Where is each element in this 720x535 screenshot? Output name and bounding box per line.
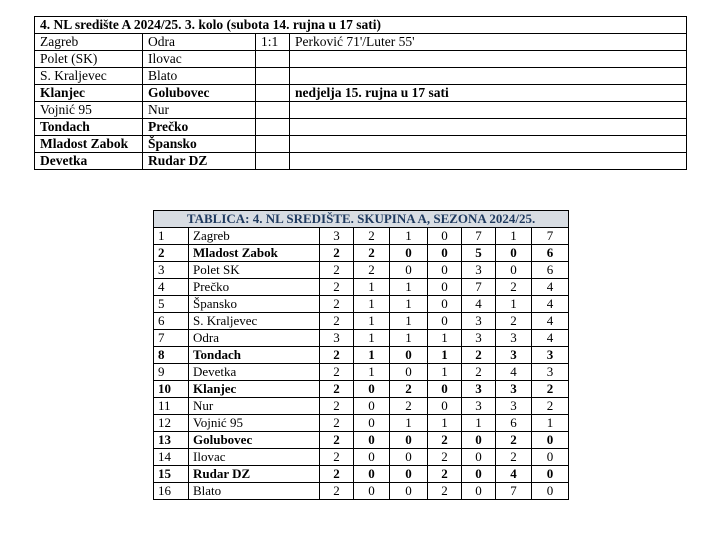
standings-row [154,415,569,432]
standing-played: 2 [320,364,354,381]
standing-goals-against: 1 [496,228,532,245]
standing-points: 0 [532,432,569,449]
standing-goals-for: 3 [462,381,496,398]
fixture-home-team: S. Kraljevec [35,68,143,85]
standing-wins: 2 [354,245,390,262]
standing-points: 3 [532,347,569,364]
standing-played: 2 [320,313,354,330]
standing-losses: 1 [428,415,462,432]
standing-goals-against: 2 [496,449,532,466]
standing-points: 4 [532,279,569,296]
standing-goals-against: 4 [496,466,532,483]
standing-team: Nur [189,398,320,415]
standings-row [154,381,569,398]
fixture-score: 1:1 [256,34,290,51]
fixture-note [290,136,687,153]
standing-wins: 0 [354,466,390,483]
standing-points: 0 [532,466,569,483]
fixture-home-team: Tondach [35,119,143,136]
standing-position: 1 [154,228,189,245]
standings-row [154,245,569,262]
standing-goals-against: 7 [496,483,532,500]
standing-team: Klanjec [189,381,320,398]
standing-wins: 0 [354,483,390,500]
standing-goals-against: 3 [496,347,532,364]
standing-goals-against: 3 [496,381,532,398]
standing-draws: 0 [390,347,428,364]
fixture-row [35,153,687,170]
standing-wins: 0 [354,381,390,398]
fixture-note [290,68,687,85]
standing-team: Špansko [189,296,320,313]
standing-goals-against: 0 [496,262,532,279]
fixture-score [256,102,290,119]
fixture-row [35,119,687,136]
standing-played: 2 [320,347,354,364]
standing-goals-for: 2 [462,364,496,381]
standing-points: 2 [532,398,569,415]
standing-goals-against: 4 [496,364,532,381]
fixture-note [290,102,687,119]
standing-wins: 2 [354,262,390,279]
fixture-row [35,85,687,102]
standing-losses: 1 [428,347,462,364]
standing-goals-for: 7 [462,228,496,245]
standings-row [154,483,569,500]
standing-goals-for: 4 [462,296,496,313]
standing-points: 1 [532,415,569,432]
fixtures-header-row [35,17,687,34]
standing-goals-against: 0 [496,245,532,262]
standing-goals-against: 6 [496,415,532,432]
standing-team: Devetka [189,364,320,381]
standings-row [154,449,569,466]
standing-team: Rudar DZ [189,466,320,483]
standing-points: 4 [532,296,569,313]
fixture-row [35,34,687,51]
standing-goals-for: 0 [462,466,496,483]
standings-row [154,398,569,415]
standing-position: 16 [154,483,189,500]
standing-draws: 0 [390,449,428,466]
standings-row [154,228,569,245]
standing-draws: 1 [390,228,428,245]
standing-position: 14 [154,449,189,466]
fixture-away-team: Rudar DZ [143,153,256,170]
standings-row [154,330,569,347]
standing-goals-against: 1 [496,296,532,313]
fixture-home-team: Klanjec [35,85,143,102]
standing-played: 2 [320,381,354,398]
standing-points: 6 [532,245,569,262]
standing-goals-against: 2 [496,313,532,330]
standing-team: Blato [189,483,320,500]
standing-points: 7 [532,228,569,245]
standing-played: 3 [320,228,354,245]
standings-title: TABLICA: 4. NL SREDIŠTE. SKUPINA A, SEZONA 2024/25. [154,211,569,228]
standing-draws: 0 [390,432,428,449]
standing-team: S. Kraljevec [189,313,320,330]
standing-goals-against: 3 [496,330,532,347]
fixtures-table [34,16,687,170]
standing-played: 2 [320,415,354,432]
standing-played: 2 [320,296,354,313]
standing-position: 2 [154,245,189,262]
standing-position: 11 [154,398,189,415]
standing-goals-for: 7 [462,279,496,296]
standing-goals-for: 3 [462,398,496,415]
standing-played: 2 [320,398,354,415]
standing-position: 15 [154,466,189,483]
standings-table [153,210,569,500]
fixture-away-team: Blato [143,68,256,85]
standing-position: 10 [154,381,189,398]
standing-team: Polet SK [189,262,320,279]
standing-goals-for: 0 [462,483,496,500]
standing-position: 4 [154,279,189,296]
standing-position: 13 [154,432,189,449]
standings-row [154,432,569,449]
standing-draws: 1 [390,330,428,347]
standing-draws: 0 [390,364,428,381]
standing-wins: 1 [354,330,390,347]
standing-draws: 2 [390,381,428,398]
standing-team: Ilovac [189,449,320,466]
fixture-note [290,153,687,170]
fixture-home-team: Polet (SK) [35,51,143,68]
standing-position: 6 [154,313,189,330]
standing-played: 2 [320,279,354,296]
fixture-home-team: Vojnić 95 [35,102,143,119]
standing-losses: 0 [428,228,462,245]
standing-wins: 1 [354,313,390,330]
fixture-score [256,51,290,68]
standing-losses: 0 [428,279,462,296]
standing-wins: 0 [354,415,390,432]
standing-wins: 2 [354,228,390,245]
standing-goals-for: 3 [462,313,496,330]
fixture-row [35,68,687,85]
standing-points: 4 [532,330,569,347]
standings-row [154,347,569,364]
standing-losses: 0 [428,296,462,313]
standing-goals-for: 0 [462,432,496,449]
standing-team: Golubovec [189,432,320,449]
standing-goals-against: 3 [496,398,532,415]
standing-draws: 1 [390,415,428,432]
standing-losses: 0 [428,245,462,262]
fixture-note: nedjelja 15. rujna u 17 sati [290,85,687,102]
standing-position: 5 [154,296,189,313]
standing-played: 2 [320,449,354,466]
fixture-score [256,136,290,153]
fixture-away-team: Ilovac [143,51,256,68]
standing-played: 2 [320,432,354,449]
fixture-home-team: Devetka [35,153,143,170]
standing-points: 6 [532,262,569,279]
standing-points: 3 [532,364,569,381]
fixture-score [256,85,290,102]
standing-losses: 0 [428,398,462,415]
standing-wins: 1 [354,347,390,364]
standing-losses: 0 [428,381,462,398]
standing-draws: 0 [390,483,428,500]
standing-draws: 1 [390,313,428,330]
fixture-away-team: Odra [143,34,256,51]
standing-losses: 1 [428,364,462,381]
standing-wins: 0 [354,398,390,415]
standing-draws: 2 [390,398,428,415]
standing-losses: 2 [428,466,462,483]
standing-position: 3 [154,262,189,279]
standing-points: 2 [532,381,569,398]
standing-played: 2 [320,245,354,262]
standing-goals-for: 2 [462,347,496,364]
standing-team: Odra [189,330,320,347]
standing-losses: 0 [428,313,462,330]
standings-row [154,296,569,313]
standing-wins: 0 [354,432,390,449]
standing-team: Prečko [189,279,320,296]
fixture-home-team: Mladost Zabok [35,136,143,153]
standing-points: 0 [532,483,569,500]
fixture-away-team: Nur [143,102,256,119]
standing-position: 12 [154,415,189,432]
fixture-score [256,153,290,170]
standing-wins: 1 [354,296,390,313]
standing-goals-for: 3 [462,262,496,279]
standing-played: 3 [320,330,354,347]
standing-position: 9 [154,364,189,381]
standing-wins: 1 [354,364,390,381]
standing-points: 0 [532,449,569,466]
standing-draws: 0 [390,466,428,483]
standing-team: Mladost Zabok [189,245,320,262]
standing-played: 2 [320,483,354,500]
standing-goals-for: 0 [462,449,496,466]
standing-wins: 1 [354,279,390,296]
standings-row [154,466,569,483]
standings-row [154,364,569,381]
standing-draws: 1 [390,279,428,296]
standing-position: 8 [154,347,189,364]
standing-played: 2 [320,466,354,483]
standing-draws: 1 [390,296,428,313]
standings-title-row [154,211,569,228]
standing-team: Vojnić 95 [189,415,320,432]
fixture-note: Perković 71'/Luter 55' [290,34,687,51]
standing-goals-for: 3 [462,330,496,347]
standing-losses: 2 [428,432,462,449]
standing-goals-for: 1 [462,415,496,432]
fixture-row [35,136,687,153]
fixture-away-team: Prečko [143,119,256,136]
standing-goals-against: 2 [496,432,532,449]
standing-position: 7 [154,330,189,347]
standing-losses: 2 [428,483,462,500]
standing-played: 2 [320,262,354,279]
standing-team: Zagreb [189,228,320,245]
fixture-note [290,51,687,68]
standing-goals-against: 2 [496,279,532,296]
fixture-score [256,119,290,136]
standing-losses: 2 [428,449,462,466]
standing-losses: 1 [428,330,462,347]
fixture-away-team: Golubovec [143,85,256,102]
fixture-score [256,68,290,85]
standings-row [154,262,569,279]
standing-team: Tondach [189,347,320,364]
standing-draws: 0 [390,262,428,279]
fixture-away-team: Špansko [143,136,256,153]
standings-row [154,313,569,330]
fixture-row [35,51,687,68]
fixture-home-team: Zagreb [35,34,143,51]
fixtures-title: 4. NL središte A 2024/25. 3. kolo (subota 14. rujna u 17 sati) [35,17,687,34]
standings-row [154,279,569,296]
fixture-row [35,102,687,119]
standing-wins: 0 [354,449,390,466]
standing-losses: 0 [428,262,462,279]
standing-draws: 0 [390,245,428,262]
standing-points: 4 [532,313,569,330]
standing-goals-for: 5 [462,245,496,262]
fixture-note [290,119,687,136]
